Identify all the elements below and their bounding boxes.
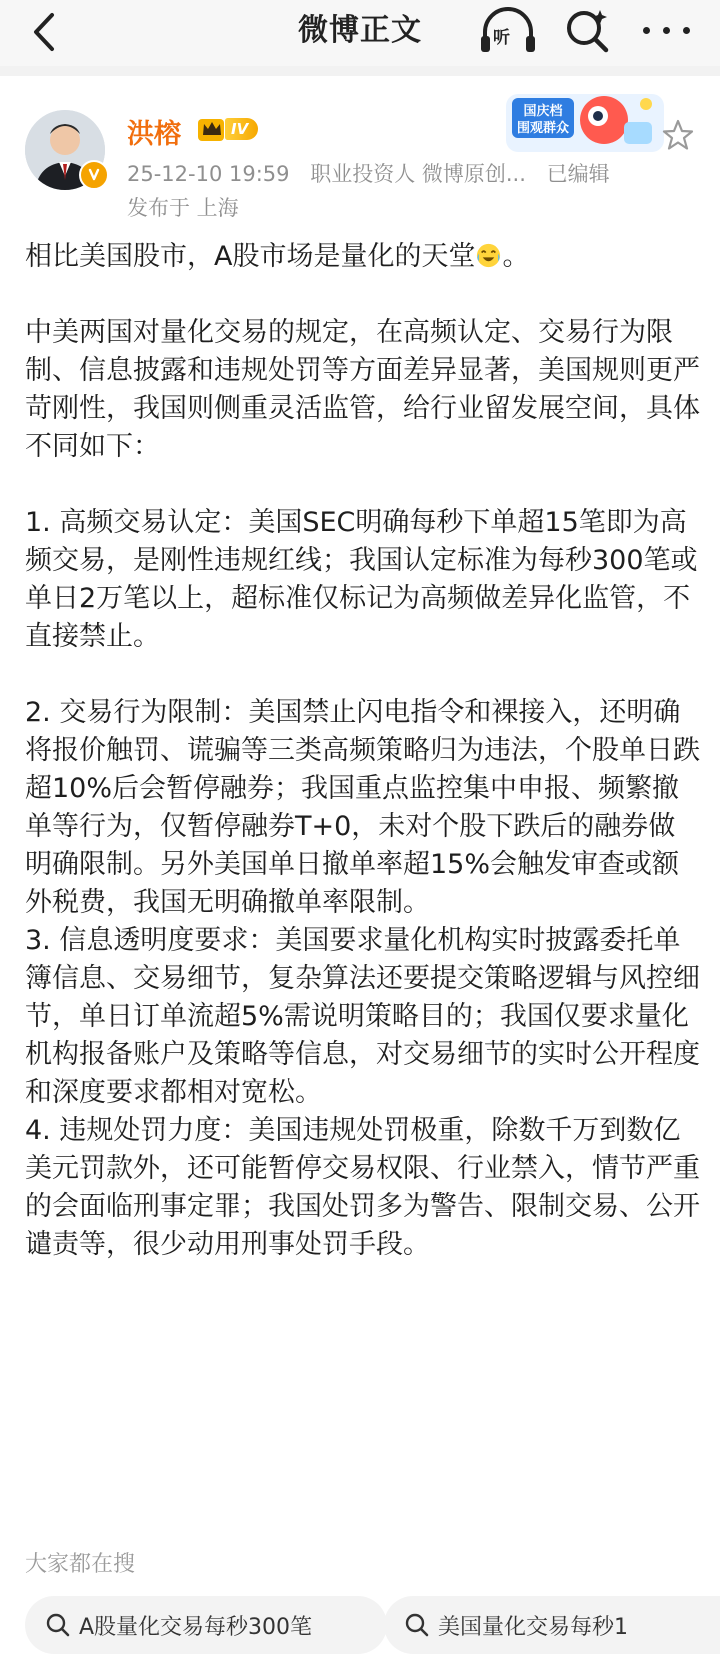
vip-level: IV (225, 118, 258, 140)
post-point-4: 4. 违规处罚力度：美国违规处罚极重，除数千万到数亿美元罚款外，还可能暂停交易权限、行业禁入，情节严重的会面临刑事定罪；我国处罚多为警告、限制交易、公开谴责等，很少动用刑事处罚手段。 (25, 1115, 700, 1260)
verified-badge-icon (79, 160, 109, 190)
more-dot (643, 27, 650, 34)
promo-banner[interactable] (506, 86, 664, 156)
listen-label: 听 (493, 28, 510, 48)
post-point-2: 2. 交易行为限制：美国禁止闪电指令和裸接入，还明确将报价触罚、谎骗等三类高频策略归为违法，个股单日跌超10%后会暂停融券；我国重点监控集中申报、频繁撤单等行为，仅暂停融券T+0，未对个股下跌后的融券做明确限制。另外美国单日撤单率超15%会触发审查或额外税费，我国无明确撤单率限制。 (25, 697, 700, 918)
top-nav-bar (0, 0, 720, 66)
author-name[interactable]: 洪榕 (127, 119, 181, 150)
svg-text:国庆档: 国庆档 (523, 104, 563, 119)
search-chip-label: 美国量化交易每秒1 (438, 1614, 628, 1640)
search-chip-label: A股量化交易每秒300笔 (79, 1614, 313, 1640)
author-title[interactable]: 职业投资人 微博原创... (310, 162, 526, 186)
post-content (25, 238, 700, 1264)
post-point-1: 1. 高频交易认定：美国SEC明确每秒下单超15笔即为高频交易，是刚性违规红线；我国认定标准为每秒300笔或单日2万笔以上，超标准仅标记为高频做差异化监管，不直接禁止。 (25, 507, 698, 652)
search-icon (45, 1612, 71, 1638)
search-chip[interactable] (384, 1596, 720, 1654)
more-button[interactable] (636, 6, 696, 54)
favorite-button[interactable] (661, 118, 695, 152)
post-location: 发布于 上海 (127, 196, 239, 220)
edited-label[interactable]: 已编辑 (546, 162, 610, 186)
section-divider (0, 66, 720, 76)
listen-button[interactable] (478, 6, 538, 58)
more-dot (663, 27, 670, 34)
laugh-cry-emoji-icon (475, 242, 502, 269)
star-outline-icon (661, 118, 695, 152)
post-timestamp: 25-12-10 19:59 (127, 162, 290, 186)
search-icon (404, 1612, 430, 1638)
more-dot (683, 27, 690, 34)
post-meta (127, 158, 624, 188)
intro-text: 相比美国股市，A股市场是量化的天堂 (25, 241, 476, 272)
search-button[interactable] (562, 4, 614, 56)
crown-icon (197, 115, 227, 143)
post-point-3: 3. 信息透明度要求：美国要求量化机构实时披露委托单簿信息、交易细节，复杂算法还要提交策略逻辑与风控细节，单日订单流超5%需说明策略目的；我国仅要求量化机构报备账户及策略等信息，对交易细节的实时公开程度和深度要求都相对宽松。 (25, 925, 700, 1108)
search-chip[interactable] (25, 1596, 387, 1654)
post-paragraph: 中美两国对量化交易的规定，在高频认定、交易行为限制、信息披露和违规处罚等方面差异显著，美国规则更严苛刚性，我国则侧重灵活监管，给行业留发展空间，具体不同如下： (25, 317, 700, 462)
trending-search-title: 大家都在搜 (25, 1552, 136, 1577)
vip-badge[interactable] (197, 114, 258, 144)
page-title: 微博正文 (298, 13, 422, 48)
search-sparkle-icon (562, 4, 614, 56)
intro-end: 。 (502, 241, 530, 272)
post-intro (25, 238, 700, 276)
svg-text:围观群众: 围观群众 (516, 121, 570, 136)
